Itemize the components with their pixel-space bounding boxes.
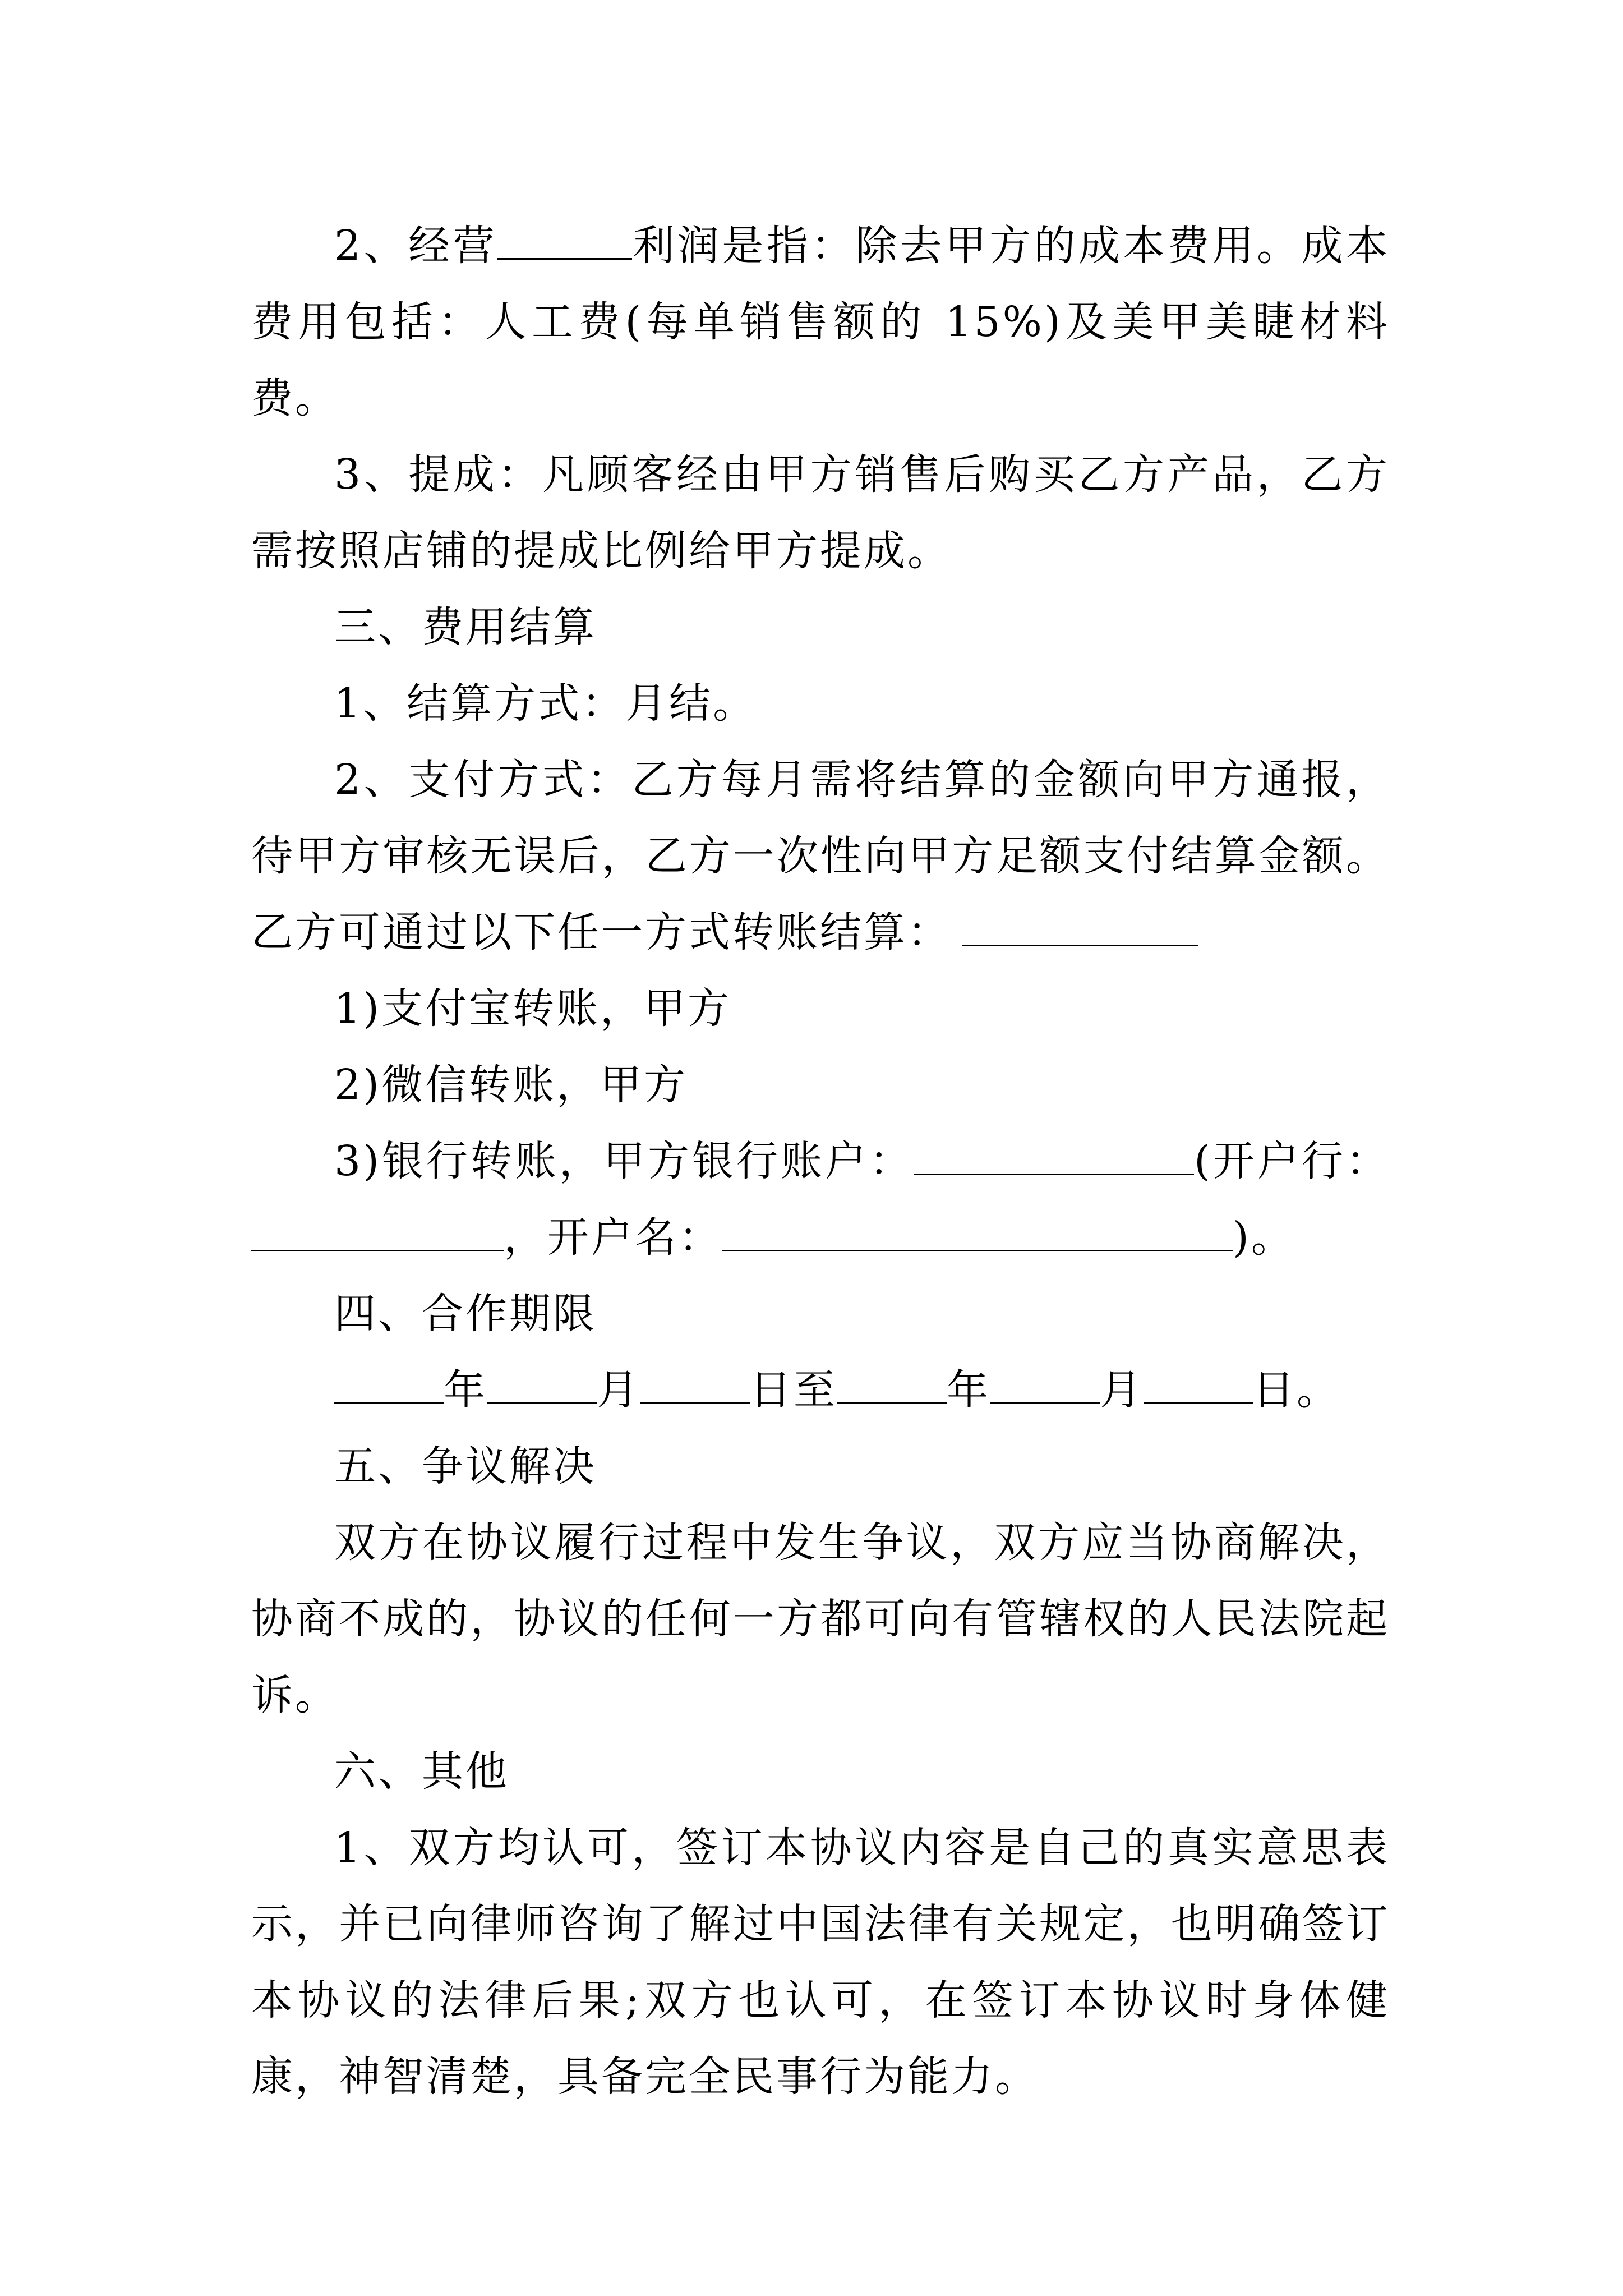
month-label: 月: [1100, 1366, 1144, 1414]
blank-line: [990, 1361, 1100, 1404]
day-end-label: 日。: [1253, 1366, 1340, 1414]
payment-option-wechat: 2)微信转账，甲方: [334, 1061, 688, 1109]
month-label: 月: [597, 1366, 640, 1414]
clause-dispute: 双方在协议履行过程中发生争议，双方应当协商解决，协商不成的，协议的任何一方都可向有管辖权的人民法院起诉。: [251, 1519, 1390, 1719]
term-dates: [251, 1352, 1390, 1428]
clause-profit-text-end: 利润是指：除去甲方的成本费用。成本费用包括：人工费(每单销售额的 15%)及美甲美睫材料费。: [251, 222, 1390, 422]
clause-profit-text-start: 2、经营: [334, 222, 497, 270]
bank-open-label: (开户行：: [1194, 1137, 1390, 1185]
blank-line: [334, 1361, 444, 1404]
blank-line: [1144, 1361, 1253, 1404]
year-label: 年: [947, 1366, 990, 1414]
clause-payment-text: 2、支付方式：乙方每月需将结算的金额向甲方通报，待甲方审核无误后，乙方一次性向甲方足额支付结算金额。乙方可通过以下任一方式转账结算：: [251, 756, 1390, 956]
section-heading-settlement: 三、费用结算: [334, 603, 597, 651]
clause-payment-method: [251, 742, 1390, 970]
section-heading-dispute: 五、争议解决: [334, 1442, 597, 1490]
document-body: [251, 208, 1390, 2115]
account-name-label: ，开户名：: [504, 1213, 722, 1262]
blank-line: [487, 1361, 597, 1404]
blank-line: [962, 903, 1198, 946]
clause-other-1: 1、双方均认可，签订本协议内容是自己的真实意思表示，并已向律师咨询了解过中国法律有关规定，也明确签订本协议的法律后果;双方也认可，在签订本协议时身体健康，神智清楚，具备完全民事行为能力。: [251, 1824, 1390, 2101]
blank-line: [914, 1132, 1194, 1175]
blank-line: [640, 1361, 750, 1404]
bank-close: )。: [1233, 1213, 1295, 1262]
blank-line: [251, 1208, 504, 1251]
blank-line: [722, 1208, 1233, 1251]
clause-commission: 3、提成：凡顾客经由甲方销售后购买乙方产品，乙方需按照店铺的提成比例给甲方提成。: [251, 450, 1390, 575]
day-to-label: 日至: [750, 1366, 837, 1414]
bank-account-label: 3)银行转账，甲方银行账户：: [334, 1137, 914, 1185]
blank-line: [837, 1361, 947, 1404]
payment-option-alipay: 1)支付宝转账，甲方: [334, 984, 731, 1033]
section-heading-term: 四、合作期限: [334, 1290, 597, 1338]
year-label: 年: [444, 1366, 487, 1414]
clause-profit: [251, 208, 1390, 436]
clause-settlement-method: 1、结算方式：月结。: [334, 679, 757, 728]
payment-option-bank: [251, 1123, 1390, 1276]
blank-line: [497, 217, 632, 260]
section-heading-other: 六、其他: [334, 1747, 509, 1796]
